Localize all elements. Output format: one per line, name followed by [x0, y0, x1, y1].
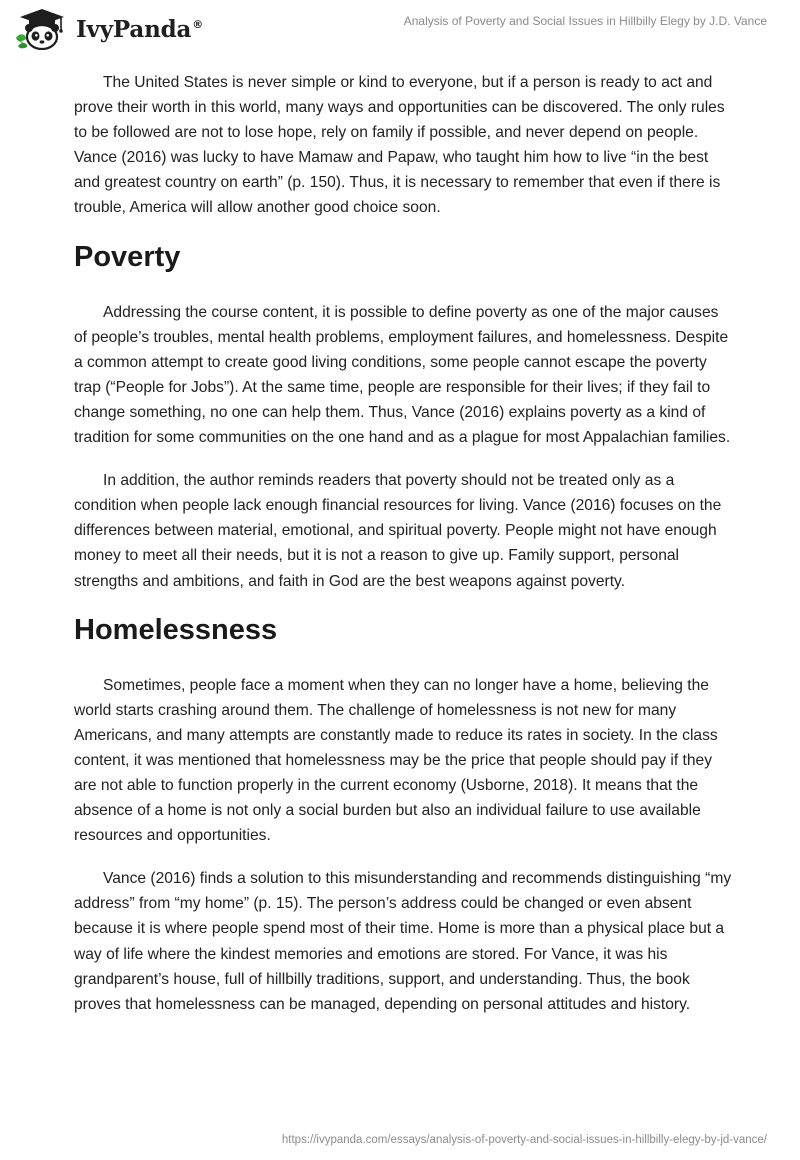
logo-wordmark: IvyPanda — [76, 15, 192, 43]
homelessness-paragraph-1: Sometimes, people face a moment when they can no longer have a home, believing the world starts crashing around them. The challenge of homelessness is not new for many Americans, and many attempts are constantly made to reduce its rates in society. In the class content, it was mentioned that homelessness may be the price that people should pay if they are not able to function properly in the current economy (Usborne, 2018). It means that the absence of a home is not only a social burden but also an individual failure to use available resources and opportunities. — [74, 676, 718, 845]
logo[interactable] — [14, 8, 203, 50]
intro-paragraph: The United States is never simple or kind to everyone, but if a person is ready to act and prove their worth in this world, many ways and opportunities can be discovered. The only rules to be followed are not to lose hope, rely on family if possible, and never depend on people. Vance (2016) was lucky to have Mamaw and Papaw, who taught him how to live “in the best and greatest country on earth” (p. 150). Thus, it is necessary to remember that even if there is trouble, America will allow another good choice soon. — [74, 74, 725, 217]
document-title: Analysis of Poverty and Social Issues in Hillbilly Elegy by J.D. Vance — [403, 14, 767, 28]
logo-text — [76, 16, 203, 43]
homelessness-paragraph-2: Vance (2016) finds a solution to this misunderstanding and recommends distinguishing “my address” from “my home” (p. 15). The person’s address could be changed or even absent because it is where people spend most of their time. Home is more than a physical place but a way of life where the kindest memories and emotions are stored. For Vance, it was his grandparent’s house, full of hillbilly traditions, support, and understanding. Thus, the book proves that homelessness can be managed, depending on personal attitudes and history. — [74, 870, 732, 1013]
page-header — [0, 0, 800, 60]
panda-logo-icon — [14, 8, 70, 50]
poverty-paragraph-2: In addition, the author reminds readers that poverty should not be treated only as a condition when people lack enough financial resources for living. Vance (2016) focuses on the differences between material, emotional, and spiritual poverty. People might not have enough money to meet all their needs, but it is not a reason to give up. Family support, personal strengths and ambitions, and faith in God are the best weapons against poverty. — [74, 472, 722, 590]
registered-mark: ® — [192, 17, 203, 31]
poverty-paragraph-1: Addressing the course content, it is possible to define poverty as one of the major causes of people’s troubles, mental health problems, employment failures, and homelessness. Despite a common attempt to create good living conditions, some people cannot escape the poverty trap (“People for Jobs”). At the same time, people are responsible for their lives; if they fail to change something, no one can help them. Thus, Vance (2016) explains poverty as a kind of tradition for some communities on the one hand and as a plague for most Appalachian families. — [74, 303, 731, 447]
homelessness-heading: Homelessness — [74, 613, 278, 646]
poverty-heading: Poverty — [74, 240, 181, 273]
source-url[interactable]: https://ivypanda.com/essays/analysis-of-poverty-and-social-issues-in-hillbilly-elegy-by-jd-vance/ — [281, 1134, 767, 1146]
essay-body — [74, 70, 734, 1035]
